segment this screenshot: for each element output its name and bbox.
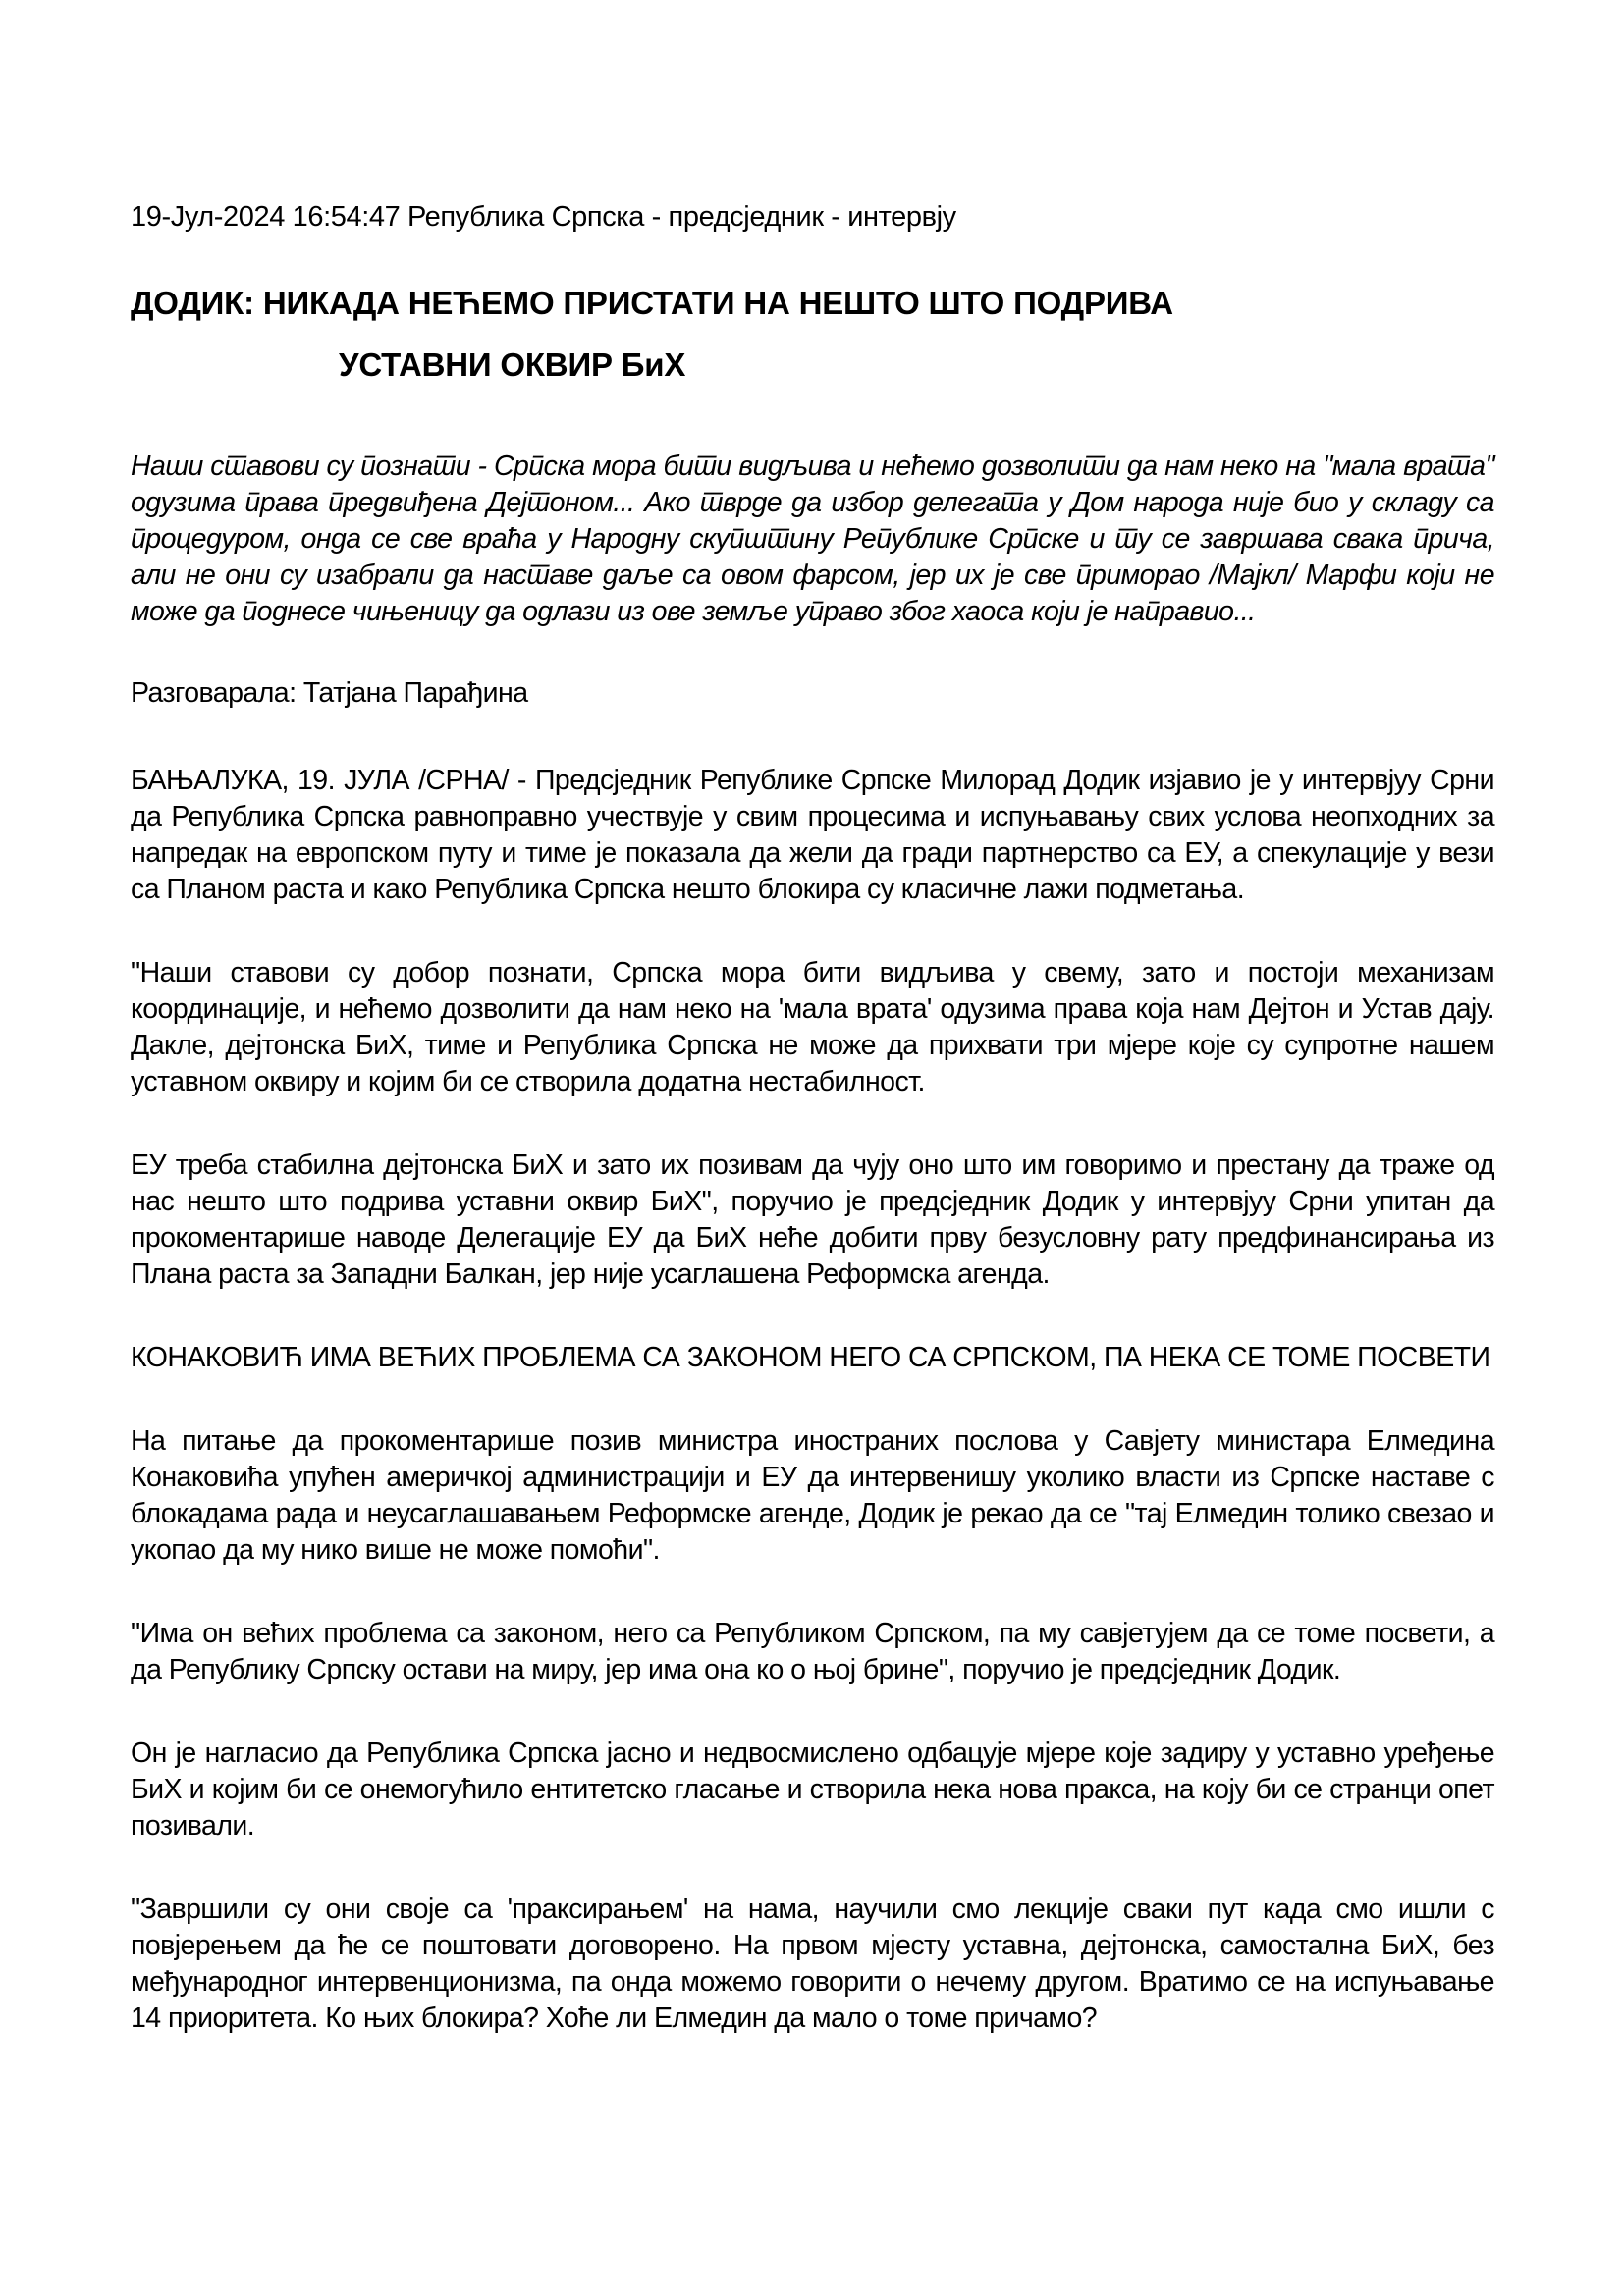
- paragraph-dateline-lede: БАЊАЛУКА, 19. ЈУЛА /СРНА/ - Предсједник Републике Српске Милорад Додик изјавио је у интервјуу Срни да Република Српска равноправно учествује у свим процесима и испуњавању свих услова неопходних за напредак на европском путу и тиме је показала да жели да гради партнерство са ЕУ, а спекулације у вези са Планом раста и како Република Српска нешто блокира су класичне лажи подметања.: [131, 765, 1494, 905]
- paragraph-rejection-measures: Он је нагласио да Република Српска јасно и недвосмислено одбацује мјере које задиру у уставно уређење БиХ и којим би се онемогућило ентитетско гласање и створила нека нова пракса, на коју би се странци опет позивали.: [131, 1737, 1494, 1842]
- dateline: 19-Јул-2024 16:54:47 Република Српска - предсједник - интервју: [131, 201, 956, 233]
- article-title-line1: ДОДИК: НИКАДА НЕЋЕМО ПРИСТАТИ НА НЕШТО ШТО ПОДРИВА: [131, 285, 1173, 321]
- paragraph-eu-dayton: ЕУ треба стабилна дејтонска БиХ и зато их позивам да чују оно што им говоримо и престану да траже од нас нешто што подрива уставни оквир БиХ", поручио је предсједник Додик у интервјуу Срни упитан да прокоментарише наводе Делегације ЕУ да БиХ неће добити прву безусловну рату предфинансирања из Плана раста за Западни Балкан, јер није усаглашена Реформска агенда.: [131, 1149, 1494, 1290]
- paragraph-konakovic-question: На питање да прокоментарише позив министра иностраних послова у Савјету министара Елмедина Конаковића упућен америчкој администрацији и ЕУ да интервенишу уколико власти из Српске наставе с блокадама рада и неусаглашавањем Реформске агенде, Додик је рекао да се "тај Елмедин толико свезао и укопао да му нико више не може помоћи".: [131, 1425, 1494, 1566]
- section-subheading: КОНАКОВИЋ ИМА ВЕЋИХ ПРОБЛЕМА СА ЗАКОНОМ НЕГО СА СРПСКОМ, ПА НЕКА СЕ ТОМЕ ПОСВЕТИ: [131, 1342, 1490, 1373]
- paragraph-quote-advice: "Има он већих проблема са законом, него са Републиком Српском, па му савјетујем да се томе посвети, а да Републику Српску остави на миру, јер има она ко о њој брине", поручио је предсједник Додик.: [131, 1618, 1494, 1685]
- byline: Разговарала: Татјана Парађина: [131, 677, 528, 709]
- paragraph-quote-positions: "Наши ставови су добор познати, Српска мора бити видљива у свему, зато и постоји механизам координације, и нећемо дозволити да нам неко на 'мала врата' одузима права која нам Дејтон и Устав дају. Дакле, дејтонска БиХ, тиме и Република Српска не може да прихвати три мјере које су супротне нашем уставном оквиру и којим би се створила додатна нестабилност.: [131, 957, 1494, 1097]
- lead-paragraph: Наши ставови су познати - Српска мора бити видљива и нећемо дозволити да нам неко на "мала врата" одузима права предвиђена Дејтоном... Ако тврде да избор делегата у Дом народа није био у складу са процедуром, онда се све враћа у Народну скупштину Републике Српске и ту се завршава свака прича, али не они су изабрали да наставе даље са овом фарсом, јер их је све приморао /Мајкл/ Марфи који не може да поднесе чињеницу да одлази из ове земље управо због хаоса који је направио...: [131, 451, 1494, 627]
- article-title: [131, 272, 1494, 396]
- article-title-line2: УСТАВНИ ОКВИР БиХ: [339, 347, 686, 383]
- paragraph-quote-lessons: "Завршили су они своје са 'праксирањем' на нама, научили смо лекције сваки пут када смо ишли с повјерењем да ће се поштовати договорено. На првом мјесту уставна, дејтонска, самостална БиХ, без међународног интервенционизма, па онда можемо говорити о нечему другом. Вратимо се на испуњавање 14 приоритета. Ко њих блокира? Хоће ли Елмедин да мало о томе причамо?: [131, 1894, 1494, 2034]
